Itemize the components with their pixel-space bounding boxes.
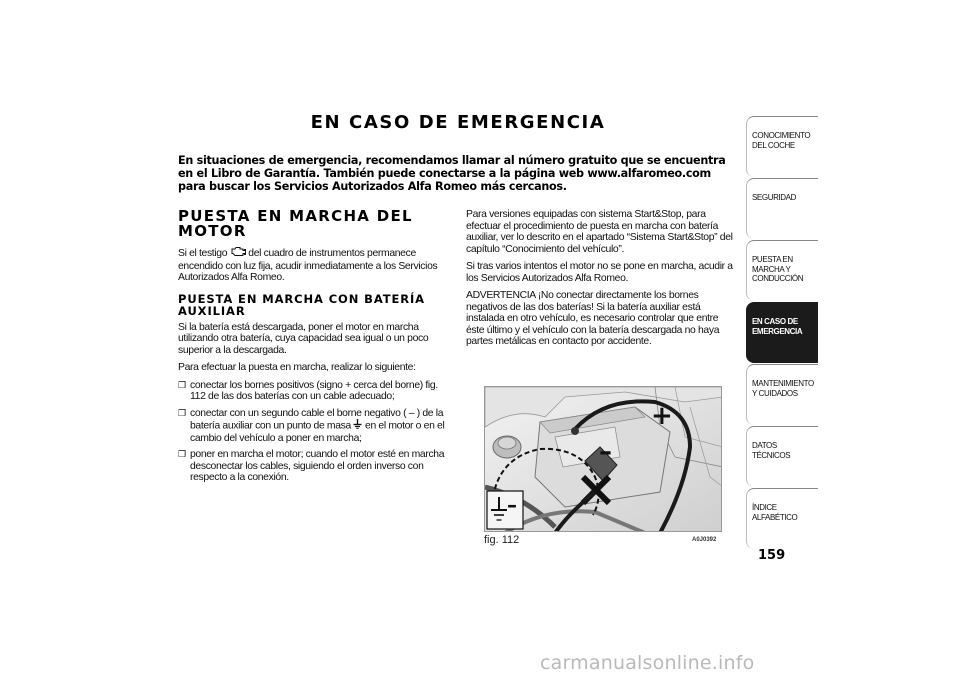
negative-terminal-label: – — [599, 437, 612, 467]
list-item — [178, 449, 450, 484]
page-title: EN CASO DE EMERGENCIA — [310, 112, 606, 133]
tab-puesta-en-marcha[interactable]: PUESTA EN MARCHA Y CONDUCCIÓN — [746, 240, 818, 301]
chapter-tabs — [746, 116, 818, 550]
tab-mantenimiento[interactable]: MANTENIMIENTO Y CUIDADOS — [746, 364, 818, 425]
step-text: poner en marcha el motor; cuando el motor esté en marcha desconectar los cables, siguiendo el orden inverso con respecto a la conexión. — [190, 449, 445, 483]
intro-paragraph: En situaciones de emergencia, recomendamos llamar al número gratuito que se encuentra en el Libro de Garantía. También puede conectarse a la página web www.alfaromeo.com para buscar los Servicios Autorizados Alfa Romeo más cercanos. — [178, 154, 726, 193]
positive-terminal-label: + — [651, 401, 673, 431]
left-column — [178, 209, 450, 489]
figure-code: A0J0392 — [692, 537, 717, 543]
step-text: conectar los bornes positivos (signo + cerca del borne) fig. 112 de las dos baterías con un cable adecuado; — [190, 379, 438, 402]
ground-box-minus-label: – — [507, 493, 517, 517]
checkbox-bullet-icon: ❒ — [178, 379, 186, 390]
steps-list — [178, 380, 450, 484]
right-column — [466, 209, 738, 354]
battery-paragraph: Si la batería está descargada, poner el motor en marcha utilizando otra batería, cuya capacidad sea igual o un poco superior a la descargada. — [178, 321, 429, 356]
list-item — [178, 380, 450, 403]
watermark: carmanualsonline.info — [540, 652, 755, 674]
steps-intro: Para efectuar la puesta en marcha, realizar lo siguiente: — [178, 362, 416, 373]
engine-warning-light-icon — [230, 246, 246, 261]
figure-caption: fig. 112 — [484, 534, 520, 546]
step-text: en el motor o en el cambio del vehículo a poner en marcha; — [190, 420, 445, 444]
tab-datos-tecnicos[interactable]: DATOS TÉCNICOS — [746, 426, 818, 487]
page-number: 159 — [758, 548, 786, 563]
list-item — [178, 408, 450, 445]
warning-paragraph: ADVERTENCIA ¡No conectar directamente los bornes negativos de las dos baterías! Si la batería auxiliar está instalada en otro vehículo, es necesario controlar que entre éste último y el vehículo con la batería descargada no haya partes metálicas en contacto por accidente. — [466, 290, 720, 347]
tab-conocimiento-del-coche[interactable]: CONOCIMIENTO DEL COCHE — [746, 116, 818, 177]
section-heading-engine-start: PUESTA EN MARCHA DEL MOTOR — [178, 207, 413, 240]
warning-text-before: Si el testigo — [178, 248, 228, 259]
subheading-auxiliary-battery: PUESTA EN MARCHA CON BATERÍA AUXILIAR — [178, 291, 425, 318]
tab-indice-alfabetico[interactable]: ÍNDICE ALFABÉTICO — [746, 488, 818, 549]
checkbox-bullet-icon: ❒ — [178, 449, 186, 459]
warning-text-after: del cuadro de instrumentos permanece encendido con luz fija, acudir inmediatamente a los Servicios Autorizados Alfa Romeo. — [178, 248, 438, 283]
tab-seguridad[interactable]: SEGURIDAD — [746, 178, 818, 239]
tab-en-caso-de-emergencia[interactable]: EN CASO DE EMERGENCIA — [746, 302, 818, 363]
engine-bay-figure — [484, 386, 722, 532]
step-text: conectar con un segundo cable el borne negativo ( – ) de la batería auxiliar con un punto de masa — [190, 407, 444, 432]
checkbox-bullet-icon: ❒ — [178, 407, 186, 418]
service-paragraph: Si tras varios intentos el motor no se pone en marcha, acudir a los Servicios Autorizados Alfa Romeo. — [466, 261, 733, 284]
warning-light-paragraph — [178, 246, 450, 284]
start-stop-paragraph: Para versiones equipadas con sistema Start&Stop, para efectuar el procedimiento de puesta en marcha con batería auxiliar, ver lo descrito en el apartado “Sistema Start&Stop” del capítulo “Conocimiento del vehículo”. — [466, 209, 733, 255]
ground-symbol-icon — [353, 419, 362, 433]
